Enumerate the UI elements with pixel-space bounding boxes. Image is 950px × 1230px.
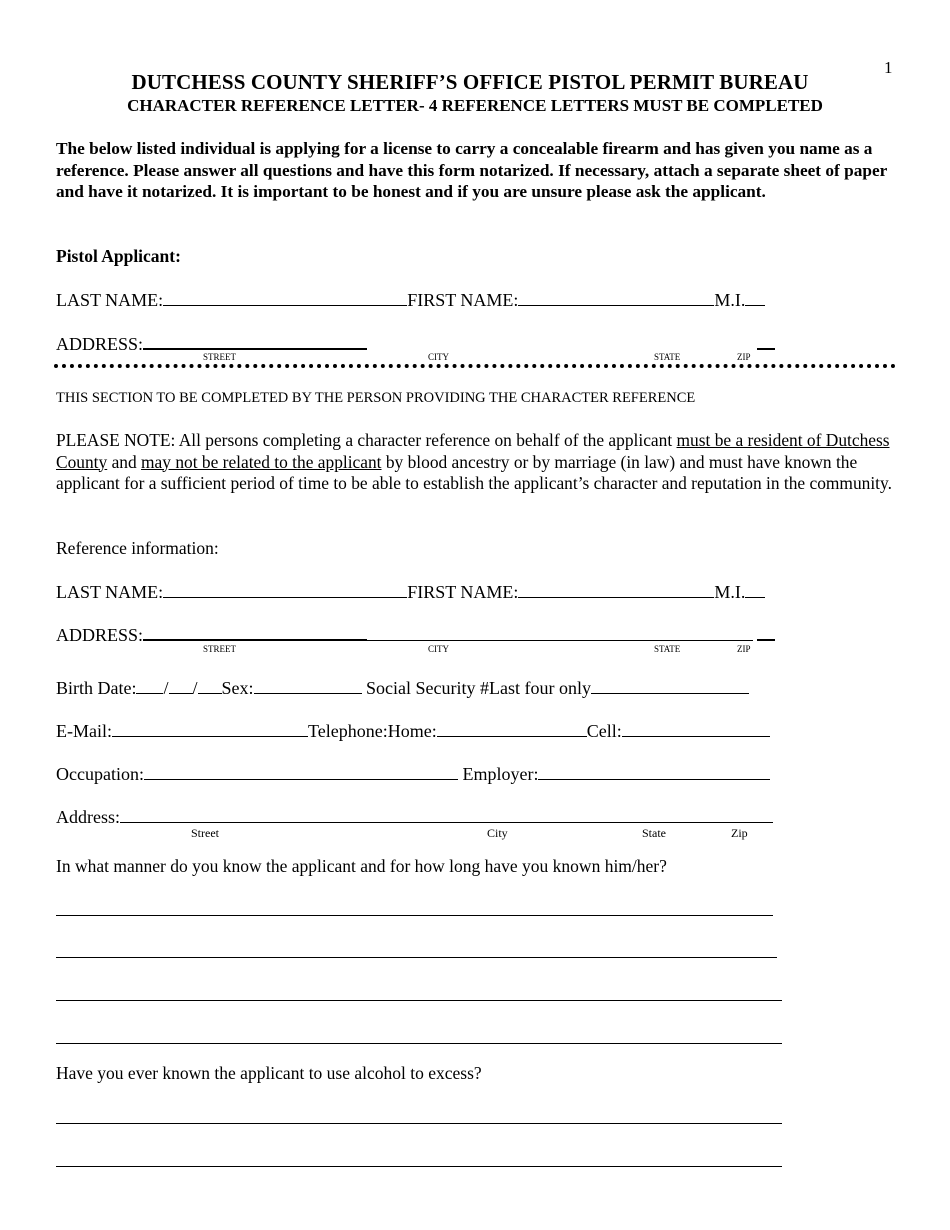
reference-first-name-label: FIRST NAME: xyxy=(407,582,519,602)
birth-date-label: Birth Date: xyxy=(56,678,137,698)
note-prefix: PLEASE NOTE: All persons completing a character reference on behalf of the applicant xyxy=(56,430,677,450)
reference-address-label: ADDRESS: xyxy=(56,625,144,645)
email-phone-row xyxy=(56,720,770,742)
answer1-line-2[interactable] xyxy=(56,957,777,958)
birth-sex-ssn-row xyxy=(56,677,749,699)
note-mid: and xyxy=(107,451,142,472)
form-subtitle: CHARACTER REFERENCE LETTER- 4 REFERENCE LETTERS MUST BE COMPLETED xyxy=(127,96,823,115)
address2-label: Address: xyxy=(56,807,120,827)
reference-state-caption: STATE xyxy=(654,644,681,654)
answer1-line-4[interactable] xyxy=(56,1043,782,1044)
reference-city-state-field[interactable] xyxy=(367,624,753,641)
applicant-city-caption: CITY xyxy=(428,352,449,362)
note-resident-requirement: must be a resident of Dutchess County xyxy=(56,430,890,472)
applicant-address-label: ADDRESS: xyxy=(56,334,144,354)
applicant-heading: Pistol Applicant: xyxy=(56,246,181,266)
reference-address2-row xyxy=(56,806,773,828)
occupation-employer-row xyxy=(56,763,770,785)
applicant-first-name-label: FIRST NAME: xyxy=(407,290,519,310)
answer2-line-2[interactable] xyxy=(56,1166,782,1167)
employer-label: Employer: xyxy=(462,764,539,784)
applicant-mi-label: M.I. xyxy=(714,290,746,310)
note-suffix: by blood ancestry or by marriage (in law) and must have known the applicant for a sufficient period of time to be able to establish the applicant’s character and reputation in the community. xyxy=(56,451,892,493)
sex-label: Sex: xyxy=(221,678,254,698)
applicant-street-field[interactable] xyxy=(143,332,367,350)
answer1-line-1[interactable] xyxy=(56,915,773,916)
applicant-street-caption: STREET xyxy=(203,352,236,362)
reference-address-row xyxy=(56,623,775,646)
street2-caption: Street xyxy=(191,826,219,840)
zip2-caption: Zip xyxy=(731,826,748,840)
city2-caption: City xyxy=(487,826,508,840)
home-phone-field[interactable] xyxy=(437,720,587,737)
reference-last-name-field[interactable] xyxy=(163,581,407,598)
reference-mi-label: M.I. xyxy=(714,582,746,602)
section-divider xyxy=(54,364,896,368)
reference-city-caption: CITY xyxy=(428,644,449,654)
state2-caption: State xyxy=(642,826,666,840)
occupation-field[interactable] xyxy=(144,763,458,780)
occupation-label: Occupation: xyxy=(56,764,144,784)
address2-field[interactable] xyxy=(120,806,773,823)
please-note-paragraph xyxy=(56,430,896,495)
intro-paragraph: The below listed individual is applying for a license to carry a concealable firearm and has given you name as a reference. Please answer all questions and have this form notarized. If necessary, attach a separate sheet of paper and have it notarized. It is important to be honest and if you are unsure please ask the applicant. xyxy=(56,139,887,201)
reference-name-row xyxy=(56,581,765,603)
ssn-field[interactable] xyxy=(591,677,749,694)
employer-field[interactable] xyxy=(538,763,770,780)
reference-zip-field[interactable] xyxy=(757,623,775,641)
answer1-line-3[interactable] xyxy=(56,1000,782,1001)
reference-street-caption: STREET xyxy=(203,644,236,654)
cell-phone-field[interactable] xyxy=(622,720,770,737)
birth-month-field[interactable] xyxy=(136,677,163,694)
ssn-label: Social Security #Last four only xyxy=(366,678,591,698)
form-title: DUTCHESS COUNTY SHERIFF’S OFFICE PISTOL PERMIT BUREAU xyxy=(131,70,809,94)
applicant-zip-field[interactable] xyxy=(757,332,775,350)
date-slash-1: / xyxy=(163,678,169,698)
applicant-last-name-label: LAST NAME: xyxy=(56,290,164,310)
note-not-related-requirement: may not be related to the applicant xyxy=(141,451,382,472)
applicant-address-gap xyxy=(367,334,753,350)
reference-last-name-label: LAST NAME: xyxy=(56,582,164,602)
applicant-first-name-field[interactable] xyxy=(518,289,714,306)
page-number: 1 xyxy=(884,58,893,77)
email-label: E-Mail: xyxy=(56,721,112,741)
applicant-state-caption: STATE xyxy=(654,352,681,362)
reference-mi-field[interactable] xyxy=(745,581,765,598)
email-field[interactable] xyxy=(112,720,308,737)
reference-heading: Reference information: xyxy=(56,538,219,558)
birth-day-field[interactable] xyxy=(169,677,193,694)
reference-zip-caption: ZIP xyxy=(737,644,751,654)
reference-street-field[interactable] xyxy=(143,623,367,641)
cell-label: Cell: xyxy=(586,721,622,741)
applicant-zip-caption: ZIP xyxy=(737,352,751,362)
date-slash-2: / xyxy=(192,678,198,698)
sex-field[interactable] xyxy=(254,677,362,694)
question-alcohol: Have you ever known the applicant to use alcohol to excess? xyxy=(56,1063,482,1083)
reference-first-name-field[interactable] xyxy=(518,581,714,598)
telephone-home-label: Telephone:Home: xyxy=(308,721,437,741)
applicant-name-row xyxy=(56,289,765,311)
answer2-line-1[interactable] xyxy=(56,1123,782,1124)
applicant-mi-field[interactable] xyxy=(745,289,765,306)
section-heading: THIS SECTION TO BE COMPLETED BY THE PERSON PROVIDING THE CHARACTER REFERENCE xyxy=(56,390,696,406)
question-know-applicant: In what manner do you know the applicant and for how long have you known him/her? xyxy=(56,856,667,876)
birth-year-field[interactable] xyxy=(198,677,222,694)
applicant-last-name-field[interactable] xyxy=(163,289,407,306)
